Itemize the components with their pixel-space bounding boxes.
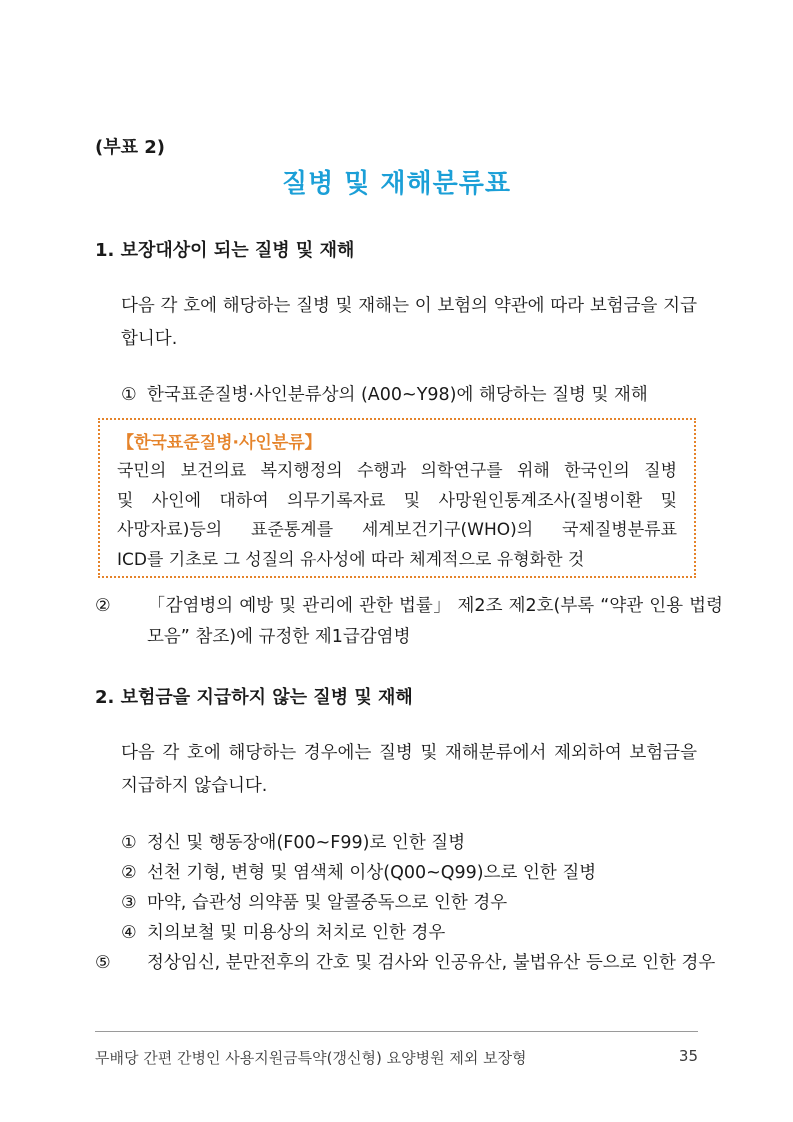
definition-line: 및 사인에 대하여 의무기록자료 및 사망원인통계조사(질병이환 및: [117, 490, 677, 511]
section1-item-2: [95, 591, 723, 653]
item-text: 선천 기형, 변형 및 염색체 이상(Q00~Q99)으로 인한 질병: [147, 863, 597, 883]
appendix-label: (부표 2): [95, 137, 166, 158]
item-number: ②: [121, 863, 137, 883]
section1-heading: 1. 보장대상이 되는 질병 및 재해: [95, 240, 355, 261]
section1-item-1: [121, 380, 697, 411]
section2-item-1: [121, 828, 697, 859]
item-number: ③: [121, 893, 137, 913]
section2-intro: 다음 각 호에 해당하는 경우에는 질병 및 재해분류에서 제외하여 보험금을 지급하지 않습니다.: [121, 743, 697, 796]
definition-line: 사망자료)등의 표준통계를 세계보건기구(WHO)의 국제질병분류표: [117, 520, 677, 540]
footer-product-name: 무배당 간편 간병인 사용지원금특약(갱신형) 요양병원 제외 보장형: [95, 1049, 527, 1067]
page-number: 35: [678, 1047, 698, 1065]
item-number: ④: [121, 923, 137, 943]
definition-line: ICD를 기초로 그 성질의 유사성에 따라 체계적으로 유형화한 것: [117, 549, 585, 570]
definition-line: 국민의 보건의료 복지행정의 수행과 의학연구를 위해 한국인의 질병: [117, 461, 677, 481]
item-text: 마약, 습관성 의약품 및 알콜중독으로 인한 경우: [147, 893, 508, 913]
section2-item-4: [121, 918, 697, 949]
item-text: 한국표준질병·사인분류상의 (A00~Y98)에 해당하는 질병 및 재해: [147, 385, 648, 405]
item-text: 치의보철 및 미용상의 처치로 인한 경우: [147, 923, 446, 943]
item-number: ①: [121, 833, 137, 853]
section2-item-2: [121, 858, 697, 889]
definition-box-title: 【한국표준질병·사인분류】: [117, 433, 322, 453]
page-title: 질병 및 재해분류표: [281, 169, 512, 199]
item-number: ①: [121, 385, 137, 405]
item-text: 정신 및 행동장애(F00~F99)로 인한 질병: [147, 833, 466, 853]
footer-divider: [95, 1031, 698, 1032]
item-text: 「감염병의 예방 및 관리에 관한 법률」 제2조 제2호(부록 “약관 인용 법령 모음” 참조)에 규정한 제1급감염병: [147, 596, 723, 647]
section2-item-5: [95, 948, 723, 979]
item-number: ⑤: [95, 953, 111, 973]
definition-box-body: [117, 457, 677, 575]
section2-heading: 2. 보험금을 지급하지 않는 질병 및 재해: [95, 687, 413, 708]
section1-intro: 다음 각 호에 해당하는 질병 및 재해는 이 보험의 약관에 따라 보험금을 지급합니다.: [121, 296, 697, 349]
section2-item-3: [121, 888, 697, 919]
item-text: 정상임신, 분만전후의 간호 및 검사와 인공유산, 불법유산 등으로 인한 경우: [147, 953, 716, 973]
item-number: ②: [95, 596, 111, 616]
